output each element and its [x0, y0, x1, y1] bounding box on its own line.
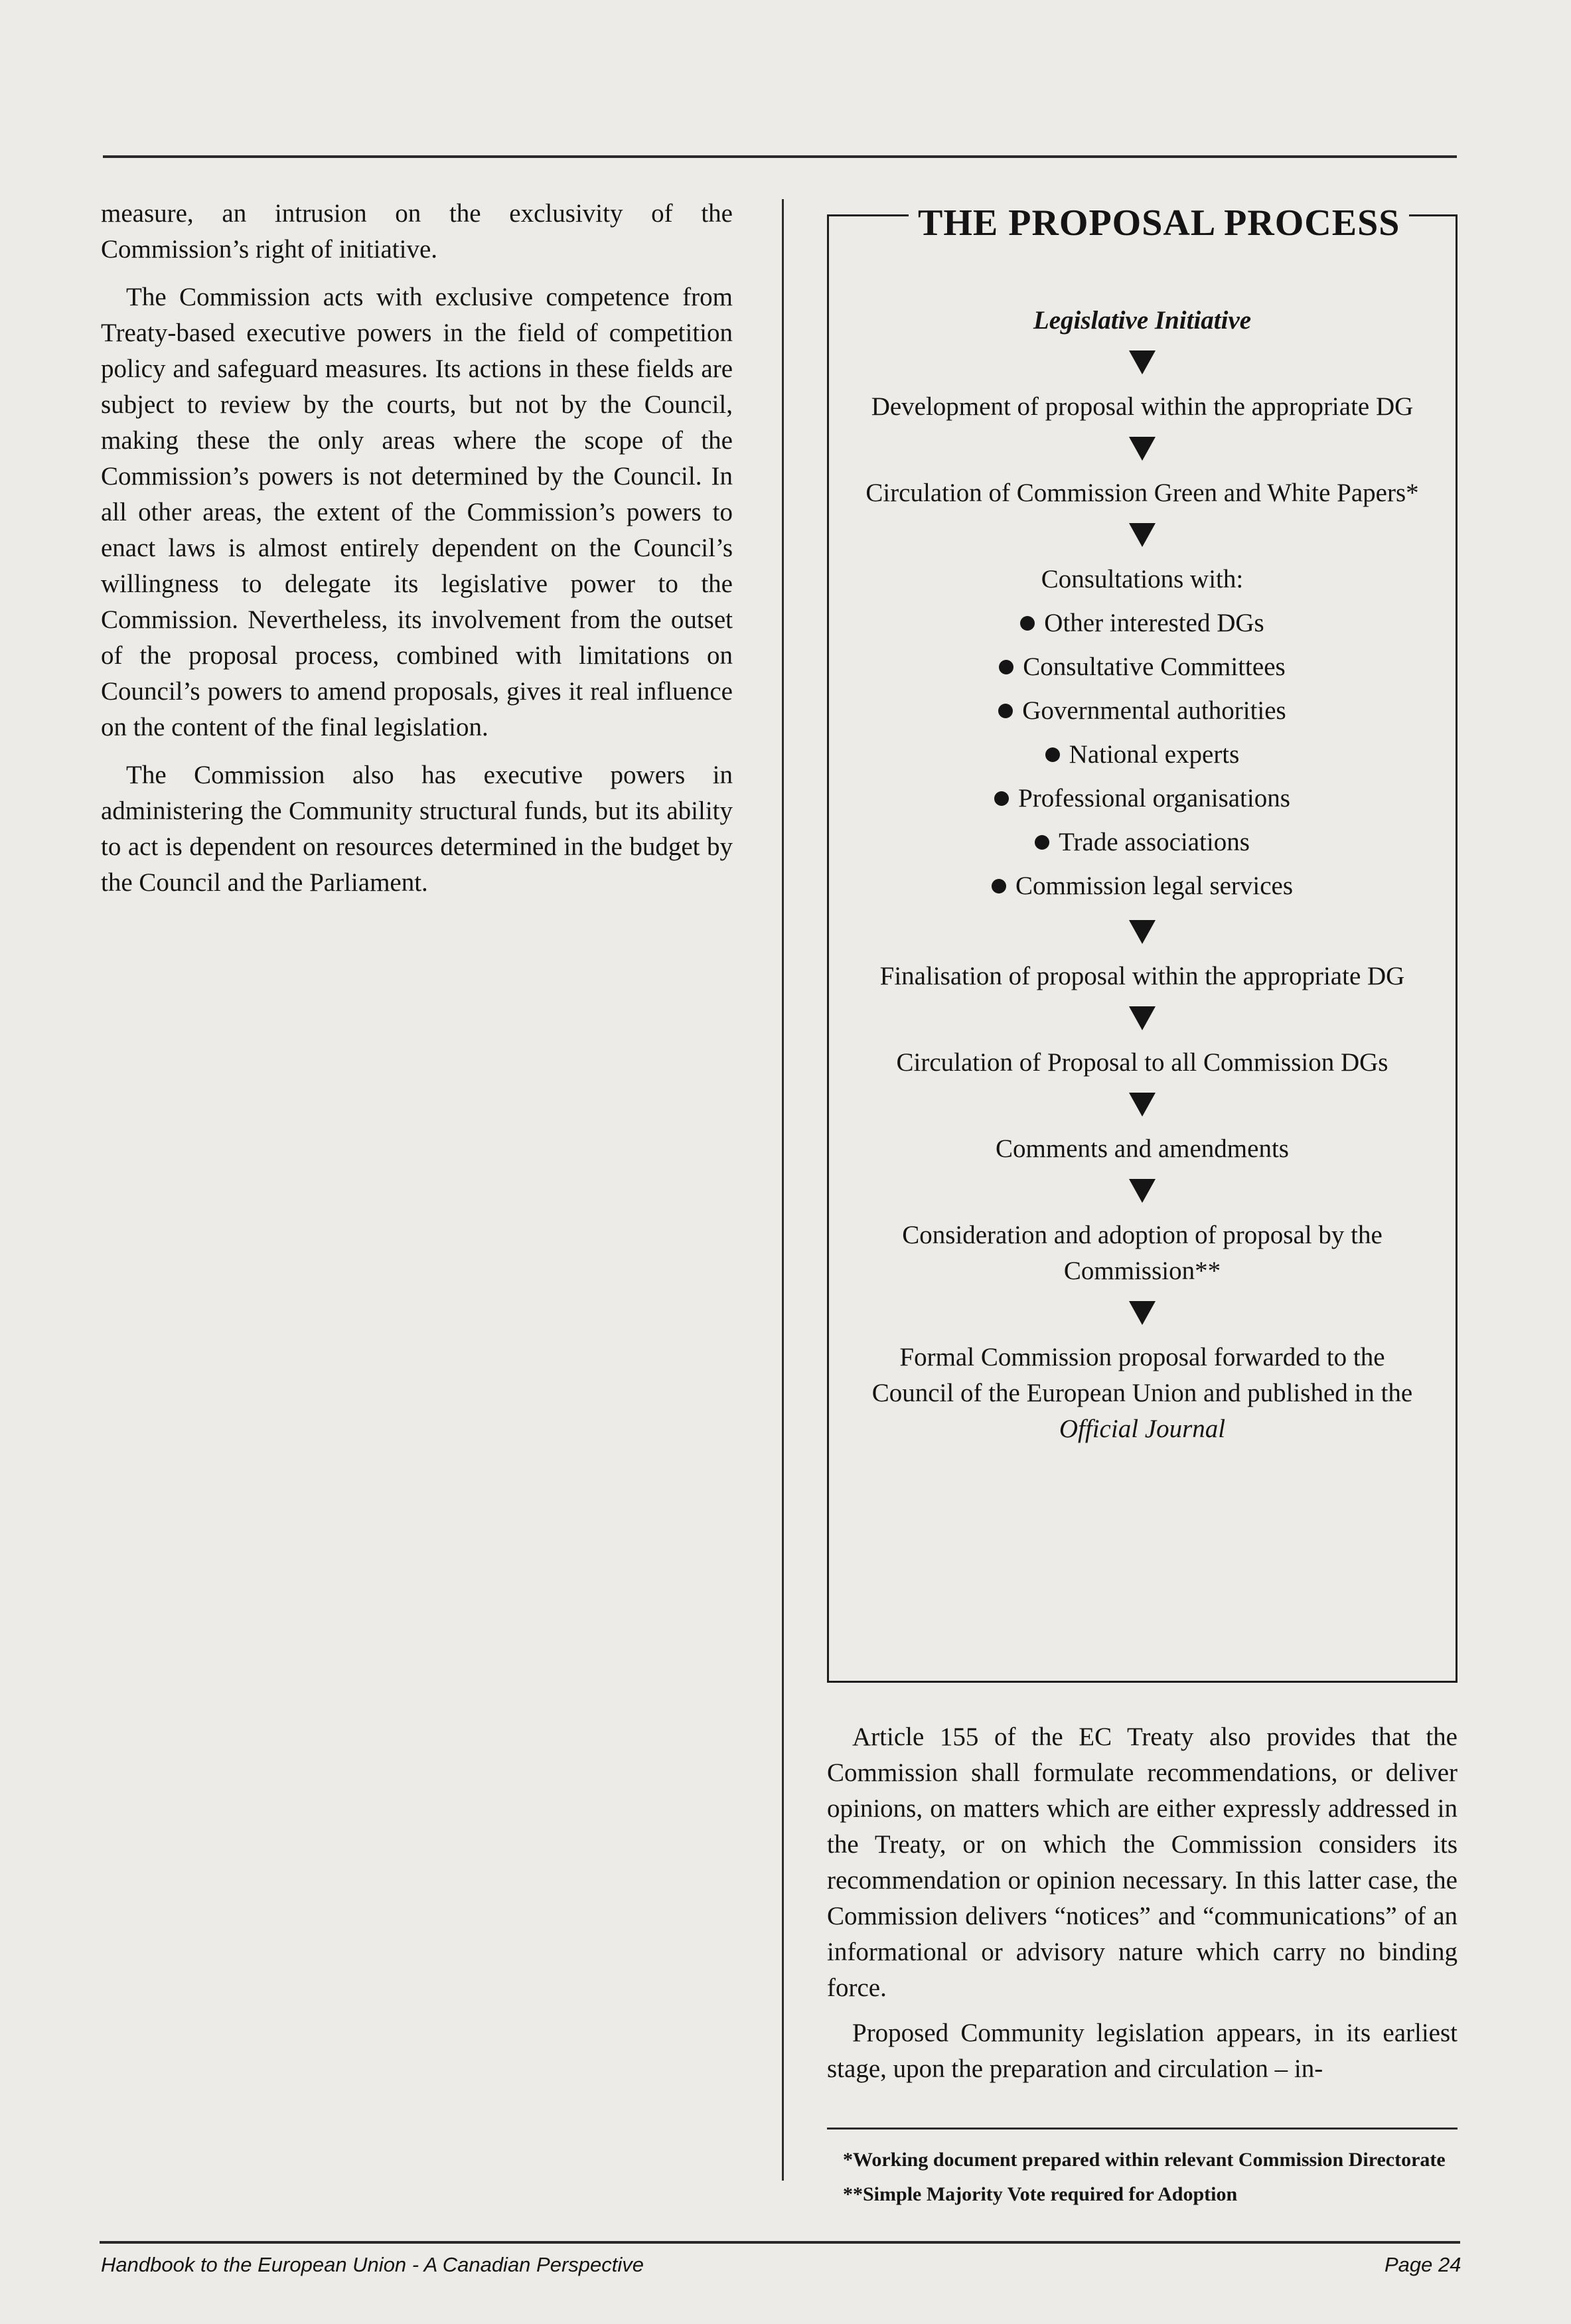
footer-rule — [100, 2241, 1460, 2244]
bullet-icon — [1020, 616, 1035, 631]
footnote-1: *Working document prepared within relevant Commission Directorate — [843, 2149, 1446, 2171]
column-divider — [782, 199, 784, 2181]
down-arrow-icon — [1129, 1006, 1156, 1030]
consultations-heading: Consultations with: — [1041, 565, 1244, 593]
right-column-text — [827, 1719, 1458, 2096]
right-paragraph-1: Article 155 of the EC Treaty also provides that the Commission shall formulate recommendations, or deliver opinions, on matters which are either expressly addressed in the Treaty, or on which the Commission considers its recommendation or opinion necessary. In this latter case, the Commission delivers “notices” and “communications” of an informational or advisory nature which carry no binding force. — [827, 1723, 1458, 2002]
step-adoption: Consideration and adoption of proposal by the Commission** — [902, 1221, 1383, 1285]
down-arrow-icon — [1129, 1301, 1156, 1325]
official-journal-text: Official Journal — [1059, 1415, 1226, 1443]
left-paragraph-1: measure, an intrusion on the exclusivity of the Commission’s right of initiative. — [101, 199, 733, 264]
header-rule — [103, 155, 1457, 158]
bullet-icon — [994, 791, 1009, 806]
step-formal-proposal — [857, 1340, 1428, 1447]
footnotes — [843, 2143, 1446, 2212]
consultation-item: Consultative Committees — [829, 645, 1456, 689]
consultation-item: National experts — [829, 733, 1456, 777]
footnote-rule — [827, 2128, 1458, 2130]
step-circulation-papers: Circulation of Commission Green and White Papers* — [865, 479, 1419, 507]
bullet-icon — [1035, 835, 1049, 850]
box-title: THE PROPOSAL PROCESS — [909, 200, 1409, 246]
down-arrow-icon — [1129, 350, 1156, 374]
step-legislative-initiative: Legislative Initiative — [1033, 306, 1252, 335]
formal-proposal-text: Formal Commission proposal forwarded to the Council of the European Union and published in the — [871, 1343, 1413, 1407]
down-arrow-icon — [1129, 1093, 1156, 1117]
bullet-icon — [992, 879, 1006, 893]
step-comments: Comments and amendments — [996, 1134, 1289, 1163]
footer-page-number: Page 24 — [1384, 2253, 1461, 2276]
consultation-item: Trade associations — [829, 820, 1456, 864]
left-paragraph-2: The Commission acts with exclusive competence from Treaty-based executive powers in the field of competition policy and safeguard measures. Its actions in these fields are subject to review by the courts, but not by the Council, making these the only areas where the scope of the Commission’s powers is not determined by the Council. In all other areas, the extent of the Commission’s powers to enact laws is almost entirely dependent on the Council’s willingness to delegate its legislative power to the Commission. Nevertheless, its involvement from the outset of the proposal process, combined with limitations on Council’s powers to amend proposals, gives it real influence on the content of the final legislation. — [101, 283, 733, 741]
proposal-process-box — [827, 202, 1458, 1683]
footer-book-title: Handbook to the European Union - A Canadian Perspective — [101, 2253, 644, 2276]
consultation-item: Commission legal services — [829, 864, 1456, 908]
left-paragraph-3: The Commission also has executive powers in administering the Community structural funds, but its ability to act is dependent on resources determined in the budget by the Council and the Parliament. — [101, 761, 733, 897]
down-arrow-icon — [1129, 523, 1156, 547]
consultation-item: Governmental authorities — [829, 689, 1456, 733]
bullet-icon — [998, 704, 1013, 718]
down-arrow-icon — [1129, 437, 1156, 461]
left-column — [101, 196, 733, 913]
consultation-item: Professional organisations — [829, 777, 1456, 820]
down-arrow-icon — [1129, 1179, 1156, 1203]
right-paragraph-2: Proposed Community legislation appears, in its earliest stage, upon the preparation and circulation – in- — [827, 2019, 1458, 2083]
bullet-icon — [999, 660, 1013, 674]
down-arrow-icon — [1129, 920, 1156, 944]
footnote-2: **Simple Majority Vote required for Adoption — [843, 2183, 1238, 2205]
step-finalisation: Finalisation of proposal within the appropriate DG — [879, 962, 1405, 990]
bullet-icon — [1045, 747, 1060, 762]
process-flow — [829, 303, 1456, 1447]
step-development: Development of proposal within the appropriate DG — [871, 392, 1414, 421]
step-circulation-dgs: Circulation of Proposal to all Commission DGs — [896, 1048, 1388, 1077]
consultation-item: Other interested DGs — [829, 601, 1456, 645]
